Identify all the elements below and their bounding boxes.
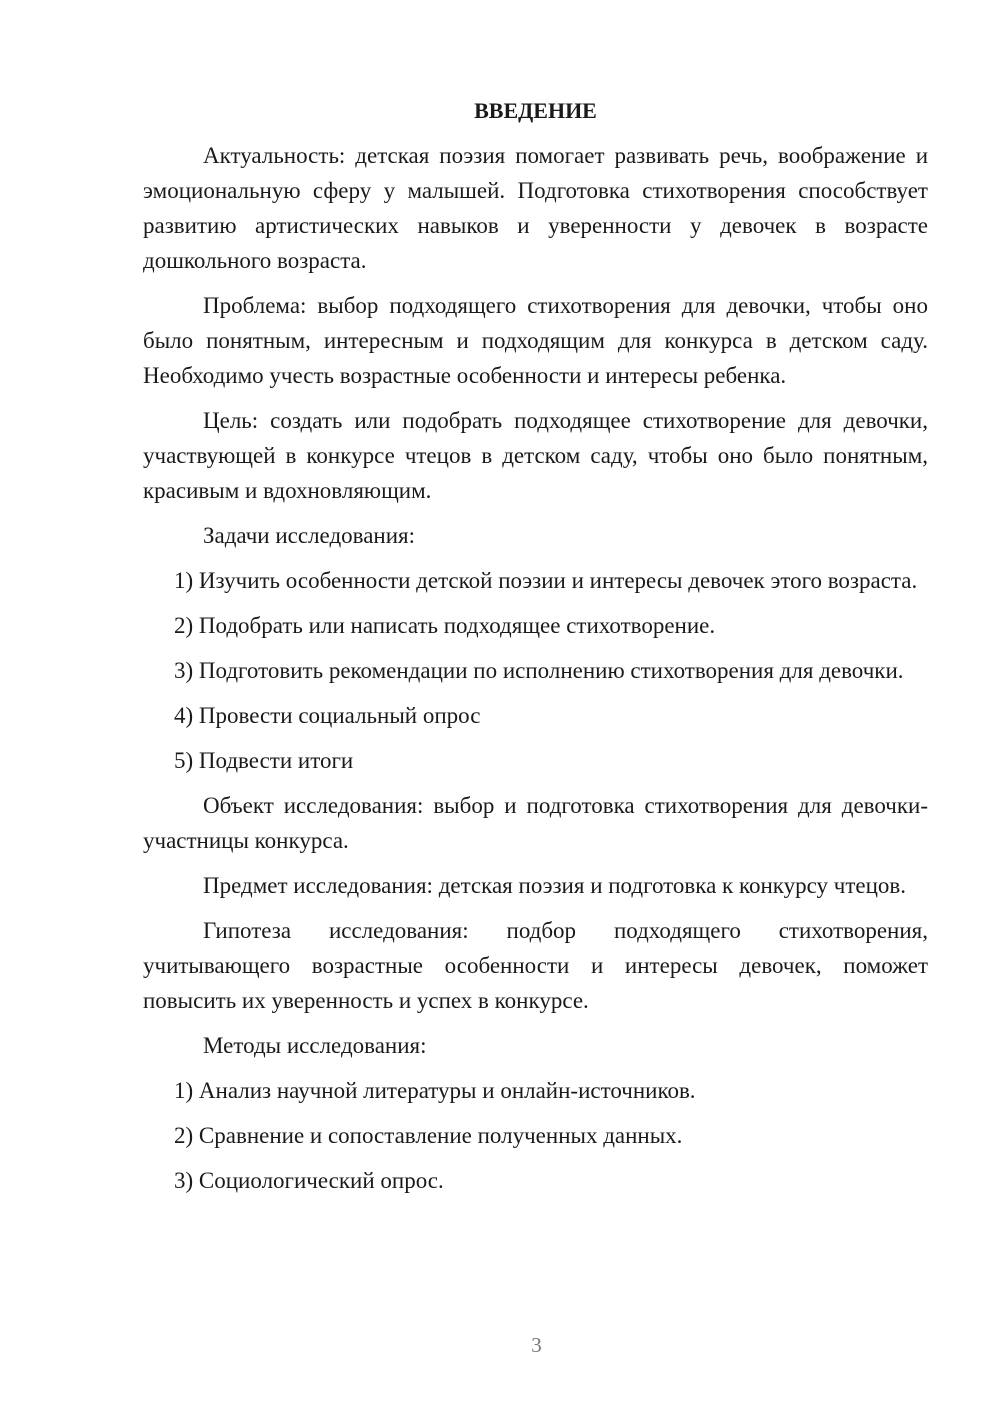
task-item-4: 4) Провести социальный опрос — [174, 703, 481, 728]
relevance-paragraph: Актуальность: детская поэзия помогает развивать речь, воображение и эмоциональную сферу у малышей. Подготовка стихотворения способствует развитию артистических навыков и уверенности у девочек в возрасте дошкольного возраста. — [143, 143, 928, 273]
method-item-3: 3) Социологический опрос. — [174, 1168, 444, 1193]
method-item-1: 1) Анализ научной литературы и онлайн-источников. — [174, 1078, 696, 1103]
page-number: 3 — [531, 1333, 542, 1357]
method-item-2: 2) Сравнение и сопоставление полученных данных. — [174, 1123, 683, 1148]
page-content — [143, 93, 928, 1208]
object-paragraph: Объект исследования: выбор и подготовка стихотворения для девочки-участницы конкурса. — [143, 793, 928, 853]
task-item-5: 5) Подвести итоги — [174, 748, 354, 773]
page-title: ВВЕДЕНИЕ — [474, 98, 597, 123]
subject-paragraph: Предмет исследования: детская поэзия и подготовка к конкурсу чтецов. — [203, 873, 907, 898]
tasks-heading: Задачи исследования: — [203, 523, 416, 548]
hypothesis-paragraph: Гипотеза исследования: подбор подходящего стихотворения, учитывающего возрастные особенности и интересы девочек, поможет повысить их уверенность и успех в конкурсе. — [143, 918, 928, 1013]
problem-paragraph: Проблема: выбор подходящего стихотворения для девочки, чтобы оно было понятным, интересным и подходящим для конкурса в детском саду. Необходимо учесть возрастные особенности и интересы ребенка. — [143, 293, 928, 388]
task-item-1: 1) Изучить особенности детской поэзии и интересы девочек этого возраста. — [174, 568, 918, 593]
goal-paragraph: Цель: создать или подобрать подходящее стихотворение для девочки, участвующей в конкурсе чтецов в детском саду, чтобы оно было понятным, красивым и вдохновляющим. — [143, 408, 928, 503]
methods-heading: Методы исследования: — [203, 1033, 427, 1058]
task-item-3: 3) Подготовить рекомендации по исполнению стихотворения для девочки. — [174, 658, 904, 683]
task-item-2: 2) Подобрать или написать подходящее стихотворение. — [174, 613, 716, 638]
